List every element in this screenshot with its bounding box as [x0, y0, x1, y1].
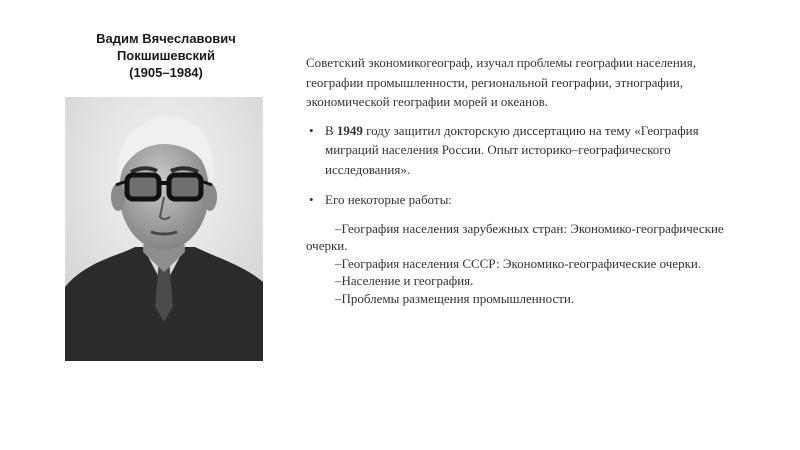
- bullet-works: [306, 190, 746, 210]
- work-item: –Проблемы размещения промышленности.: [335, 290, 575, 306]
- works-list: [306, 220, 746, 308]
- dissertation-year: 1949: [336, 122, 363, 138]
- bullet-marker: •: [309, 122, 314, 138]
- slide-content: [306, 53, 746, 307]
- person-years: (1905–1984): [129, 65, 203, 80]
- person-name-line1: Вадим Вячеславович: [96, 31, 236, 46]
- slide-title: [62, 30, 270, 81]
- bullet-text-after: году защитил докторскую диссертацию на тему «География миграций населения России. Опыт историко–географического исследования».: [325, 122, 699, 177]
- work-item: –География населения СССР: Экономико-географические очерки.: [335, 255, 702, 271]
- works-heading: Его некоторые работы:: [325, 192, 452, 207]
- portrait-image: [65, 97, 263, 361]
- work-item: –География населения зарубежных стран: Экономико-географические очерки.: [306, 220, 724, 253]
- intro-paragraph: Советский экономикогеограф, изучал проблемы географии населения, географии промышленности, региональной географии, этнографии, экономической географии морей и океанов.: [306, 55, 696, 109]
- portrait-photo: [65, 97, 263, 361]
- person-name-line2: Покшишевский: [116, 48, 216, 63]
- bullet-dissertation: [306, 121, 746, 180]
- bullet-marker: •: [309, 192, 314, 207]
- bullet-text-before: В: [325, 122, 337, 138]
- work-item: –Население и география.: [335, 273, 474, 288]
